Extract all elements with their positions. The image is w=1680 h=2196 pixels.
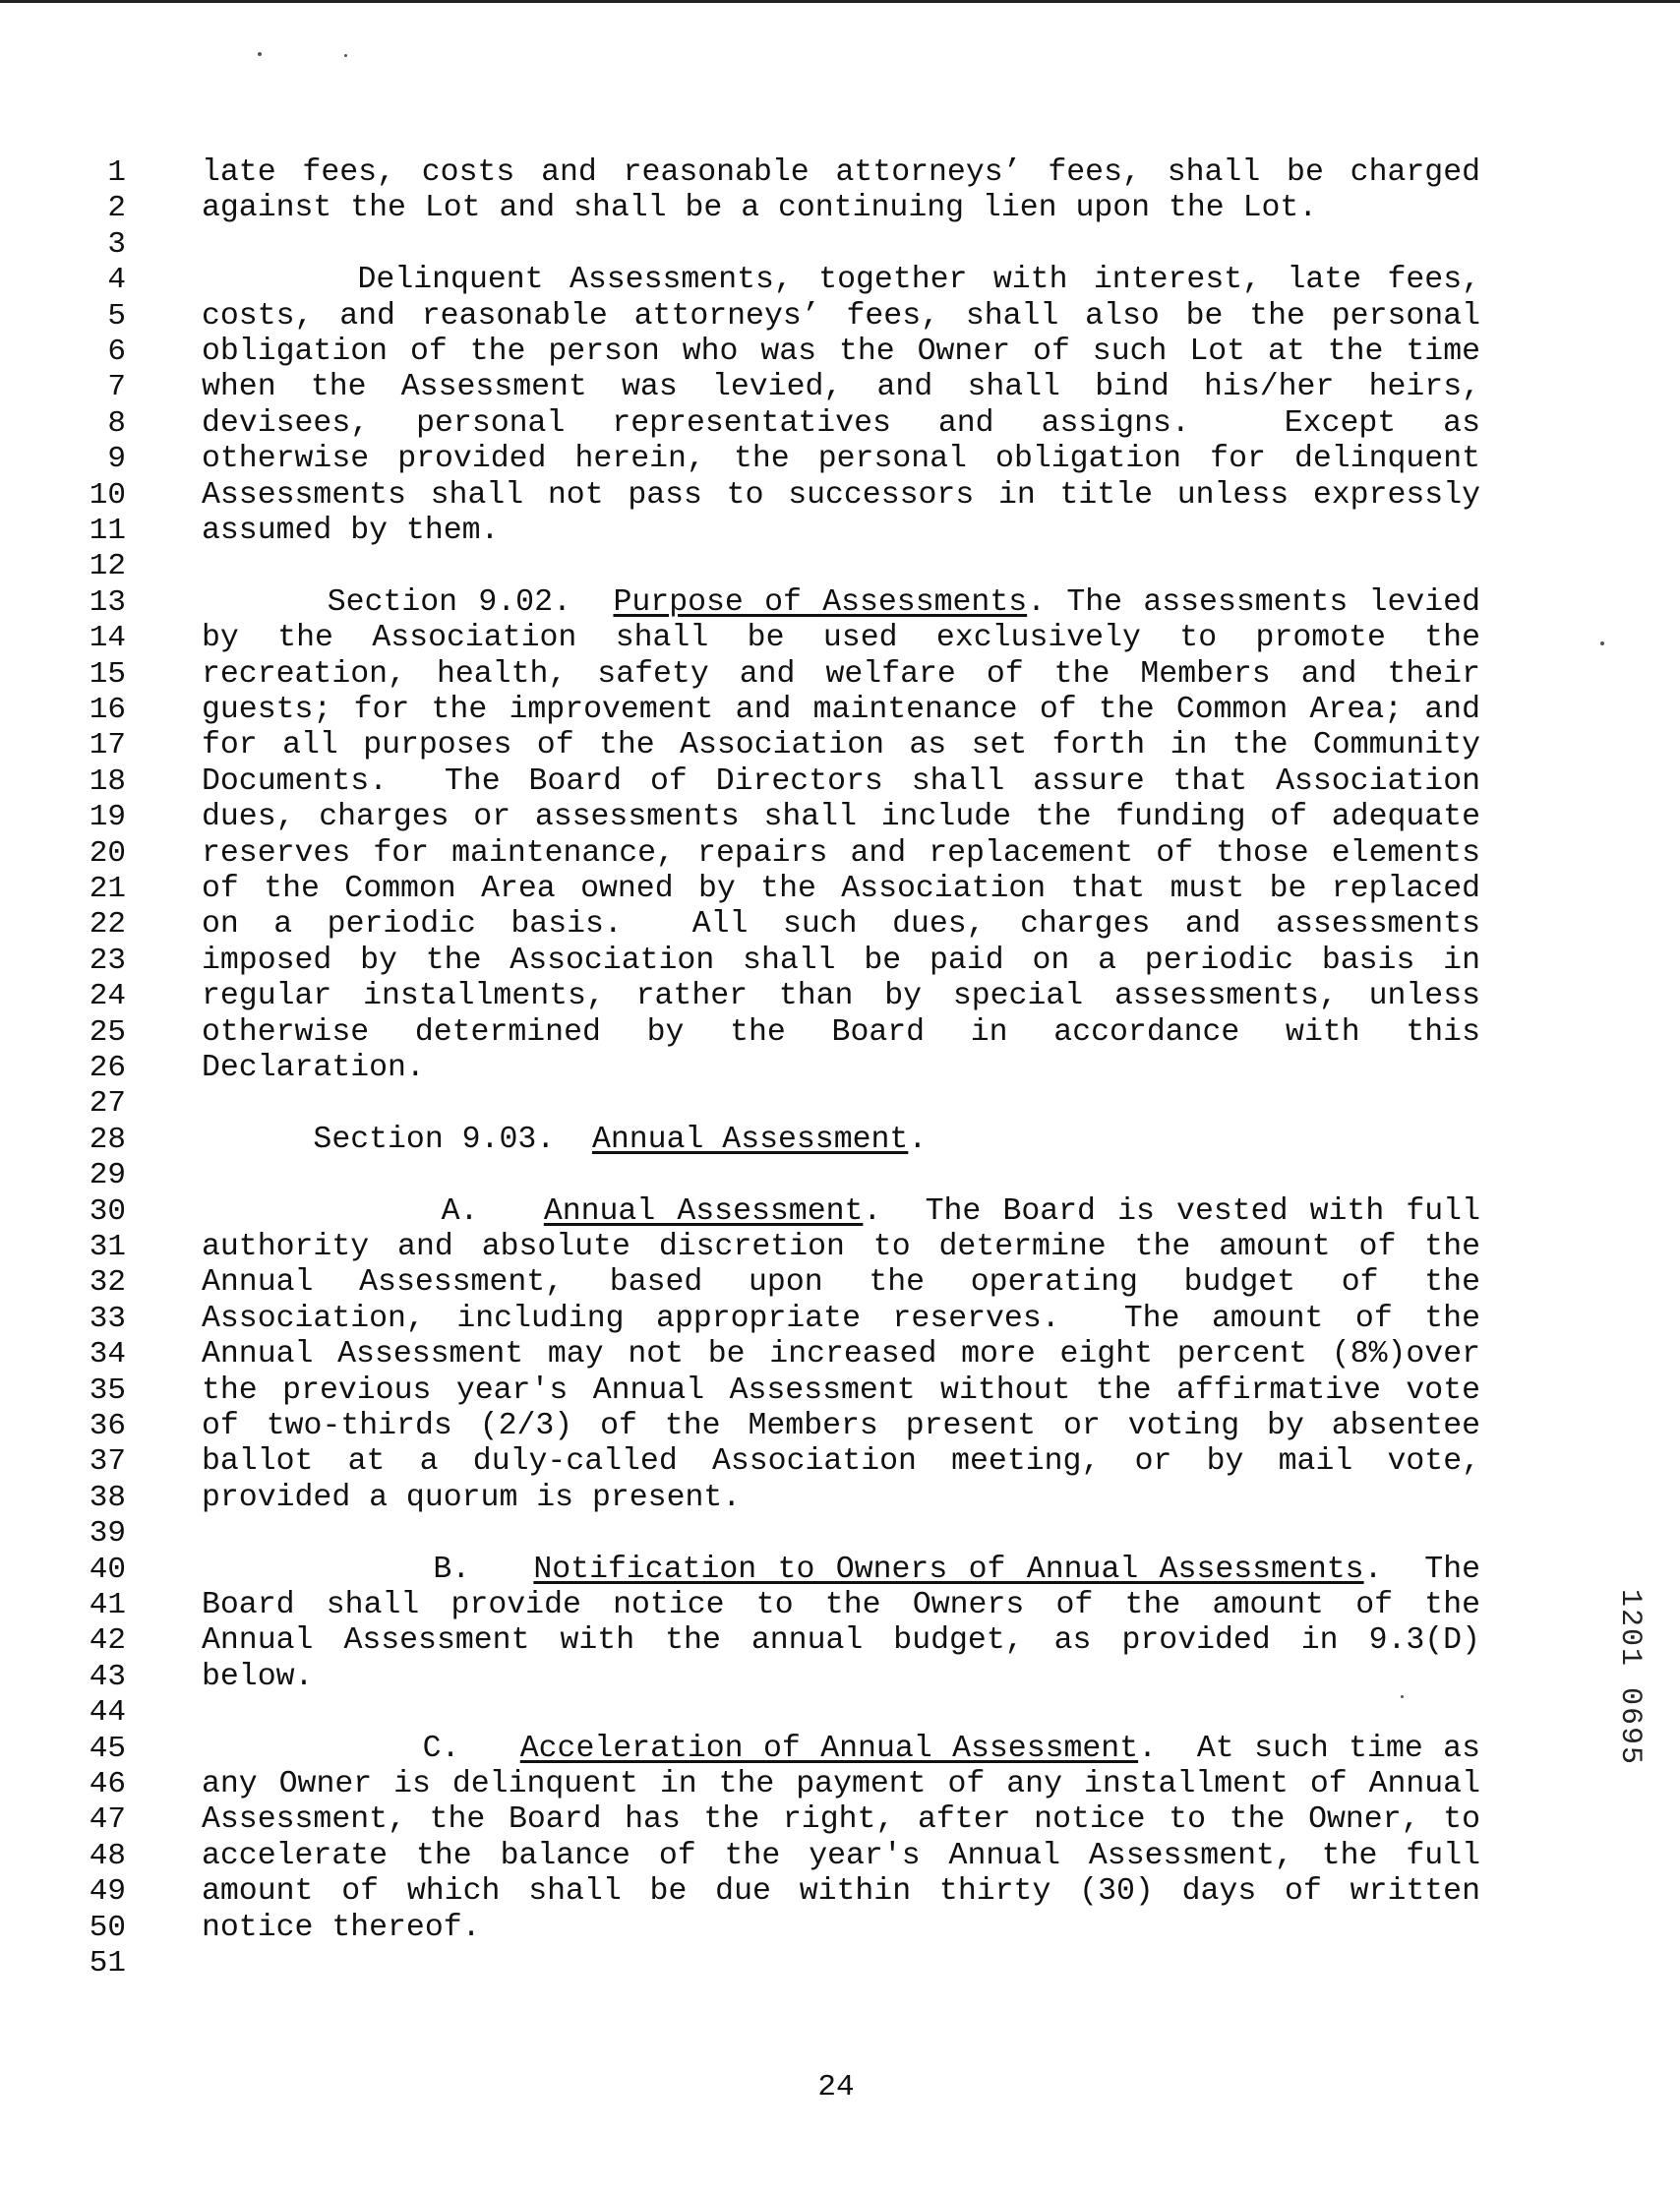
text-segment: . At such time as: [1138, 1731, 1480, 1766]
text-segment: Association, including appropriate reserves. The amount of the: [202, 1301, 1480, 1336]
text-line: [202, 621, 1480, 656]
line-number: 37: [89, 1444, 126, 1480]
text-line: [202, 872, 1480, 907]
line-number: 40: [89, 1552, 126, 1587]
text-segment: Section 9.03.: [202, 1122, 592, 1157]
line-number: 3: [107, 226, 126, 262]
line-number: 46: [89, 1767, 126, 1801]
line-number: 9: [107, 442, 126, 477]
text-line: [202, 1588, 1480, 1623]
line-number: 18: [89, 763, 126, 799]
line-number: 16: [89, 693, 126, 727]
scan-speck: [1600, 641, 1604, 645]
scan-speck: [344, 54, 347, 57]
text-line: [202, 1302, 1480, 1337]
text-segment: Assessments shall not pass to successors in title unless expressly: [202, 477, 1480, 513]
line-number: 21: [89, 872, 126, 906]
text-line: [202, 442, 1480, 477]
text-segment: Annual Assessment, based upon the operating budget of the: [202, 1265, 1480, 1301]
line-number: 26: [89, 1051, 126, 1085]
text-line: [202, 1444, 1480, 1480]
text-segment: reserves for maintenance, repairs and replacement of those elements: [202, 835, 1480, 871]
text-line: [202, 1839, 1480, 1874]
line-number: 44: [89, 1695, 126, 1731]
line-number: 1: [107, 155, 126, 190]
section-heading: Acceleration of Annual Assessment: [519, 1731, 1139, 1766]
text-segment: . The Board is vested with full: [863, 1193, 1480, 1229]
section-heading: Purpose of Assessments: [613, 584, 1028, 620]
text-line: [202, 406, 1480, 442]
text-segment: notice thereof.: [202, 1910, 481, 1945]
line-number: 8: [107, 405, 126, 441]
text-segment: recreation, health, safety and welfare of the Members and their: [202, 656, 1480, 692]
text-line: [202, 1194, 1480, 1230]
top-border-rule: [0, 0, 1680, 3]
line-number: 7: [107, 370, 126, 405]
line-number: 39: [89, 1516, 126, 1552]
line-number: 49: [89, 1874, 126, 1910]
line-number: 36: [89, 1409, 126, 1443]
text-line: [202, 263, 1480, 298]
text-segment: accelerate the balance of the year's Annual Assessment, the full: [202, 1838, 1480, 1873]
section-heading: Annual Assessment: [543, 1193, 864, 1229]
line-number: 22: [89, 907, 126, 943]
text-line: [202, 1767, 1480, 1802]
text-line: [202, 1481, 1480, 1516]
text-segment: Section 9.02.: [202, 584, 614, 620]
text-line: [202, 944, 1480, 979]
text-line: [202, 191, 1480, 226]
text-segment: Annual Assessment may not be increased more eight percent (8%)over: [202, 1337, 1480, 1372]
line-number: 32: [89, 1265, 126, 1301]
text-segment: A.: [202, 1193, 544, 1229]
text-segment: late fees, costs and reasonable attorneys’ fees, shall be charged: [202, 155, 1480, 190]
text-segment: by the Association shall be used exclusively to promote the: [202, 621, 1480, 656]
line-number: 48: [89, 1838, 126, 1873]
text-line: [202, 693, 1480, 728]
text-segment: assumed by them.: [202, 514, 500, 548]
text-segment: Assessment, the Board has the right, after notice to the Owner, to: [202, 1802, 1480, 1838]
text-line: [202, 1553, 1480, 1588]
text-line: [202, 155, 1480, 191]
text-segment: Documents. The Board of Directors shall assure that Association: [202, 763, 1480, 799]
text-line: [202, 478, 1480, 514]
scan-speck: [1401, 1695, 1404, 1698]
text-segment: when the Assessment was levied, and shall bind his/her heirs,: [202, 370, 1480, 405]
text-line: [202, 1874, 1480, 1910]
text-line: [202, 1911, 1480, 1946]
text-segment: for all purposes of the Association as set forth in the Community: [202, 728, 1480, 763]
line-number: 28: [89, 1122, 126, 1157]
text-line: [202, 585, 1480, 621]
text-segment: .: [908, 1122, 928, 1157]
line-number: 4: [107, 263, 126, 298]
line-number: 25: [89, 1014, 126, 1050]
text-line: [202, 1409, 1480, 1444]
line-number: 23: [89, 943, 126, 978]
line-number: 27: [89, 1086, 126, 1122]
line-number: 20: [89, 835, 126, 871]
text-segment: costs, and reasonable attorneys’ fees, shall also be the personal: [202, 298, 1480, 334]
text-line: [202, 1230, 1480, 1265]
line-number: 31: [89, 1230, 126, 1264]
text-line: [202, 335, 1480, 370]
text-line: [202, 370, 1480, 405]
text-segment: guests; for the improvement and maintenance of the Common Area; and: [202, 693, 1480, 727]
text-segment: Annual Assessment with the annual budget, as provided in 9.3(D): [202, 1623, 1480, 1659]
line-number: 51: [89, 1946, 126, 1981]
line-number: 11: [89, 514, 126, 548]
text-line: [202, 514, 1480, 549]
text-line: [202, 836, 1480, 872]
line-number: 38: [89, 1480, 126, 1515]
text-segment: of the Common Area owned by the Association that must be replaced: [202, 872, 1480, 906]
line-number: 24: [89, 979, 126, 1014]
line-number: 42: [89, 1623, 126, 1659]
text-segment: . The: [1363, 1552, 1481, 1587]
line-number: 14: [89, 621, 126, 656]
text-segment: Declaration.: [202, 1051, 425, 1085]
text-line: [202, 1623, 1480, 1659]
text-segment: otherwise determined by the Board in accordance with this: [202, 1014, 1480, 1050]
scan-speck: [258, 52, 262, 56]
text-segment: authority and absolute discretion to determine the amount of the: [202, 1230, 1480, 1264]
text-segment: Delinquent Assessments, together with interest, late fees,: [202, 263, 1480, 298]
line-number: 17: [89, 728, 126, 763]
text-line: [202, 800, 1480, 835]
line-number: 19: [89, 800, 126, 835]
line-number: 50: [89, 1910, 126, 1945]
line-number: 13: [89, 584, 126, 620]
line-number: 45: [89, 1731, 126, 1766]
text-line: [202, 1265, 1480, 1301]
line-number: 43: [89, 1659, 126, 1694]
text-segment: against the Lot and shall be a continuing lien upon the Lot.: [202, 191, 1318, 226]
line-number: 2: [107, 191, 126, 226]
text-line: [202, 1337, 1480, 1372]
text-line: [202, 1732, 1480, 1767]
text-segment: ballot at a duly-called Association meeting, or by mail vote,: [202, 1444, 1480, 1480]
line-number: 30: [89, 1193, 126, 1229]
text-line: [202, 764, 1480, 800]
text-segment: obligation of the person who was the Owner of such Lot at the time: [202, 335, 1480, 369]
text-segment: otherwise provided herein, the personal obligation for delinquent: [202, 442, 1480, 477]
line-number: 15: [89, 656, 126, 692]
text-line: [202, 1051, 1480, 1086]
recording-stamp: 1201 0695: [1613, 1589, 1647, 1767]
text-segment: Board shall provide notice to the Owners of the amount of the: [202, 1588, 1480, 1622]
text-segment: devisees, personal representatives and assigns. Except as: [202, 405, 1480, 441]
section-heading: Notification to Owners of Annual Assessments: [533, 1552, 1364, 1587]
text-segment: below.: [202, 1659, 314, 1694]
line-number: 47: [89, 1802, 126, 1838]
line-number: 33: [89, 1301, 126, 1336]
text-line: [202, 1660, 1480, 1695]
text-line: [202, 907, 1480, 943]
text-segment: amount of which shall be due within thirty (30) days of written: [202, 1874, 1480, 1910]
text-segment: provided a quorum is present.: [202, 1480, 742, 1515]
text-segment: dues, charges or assessments shall include the funding of adequate: [202, 800, 1480, 835]
text-line: [202, 979, 1480, 1014]
text-segment: on a periodic basis. All such dues, charges and assessments: [202, 907, 1480, 943]
text-line: [202, 299, 1480, 335]
line-number: 29: [89, 1158, 126, 1193]
text-segment: any Owner is delinquent in the payment of any installment of Annual: [202, 1767, 1480, 1801]
text-segment: the previous year's Annual Assessment without the affirmative vote: [202, 1372, 1480, 1408]
line-number: 34: [89, 1337, 126, 1372]
text-line: [202, 657, 1480, 693]
text-segment: regular installments, rather than by special assessments, unless: [202, 979, 1480, 1014]
text-line: [202, 1373, 1480, 1409]
line-number: 10: [89, 477, 126, 513]
text-segment: . The assessments levied: [1027, 584, 1480, 620]
line-number: 5: [107, 298, 126, 334]
text-line: [202, 1123, 1480, 1158]
page-number: 24: [817, 2070, 855, 2104]
text-segment: C.: [202, 1731, 520, 1766]
line-number: 41: [89, 1588, 126, 1622]
text-line: [202, 1015, 1480, 1051]
text-segment: B.: [202, 1552, 534, 1587]
text-segment: imposed by the Association shall be paid on a periodic basis in: [202, 943, 1480, 978]
section-heading: Annual Assessment: [591, 1122, 909, 1157]
text-segment: of two-thirds (2/3) of the Members present or voting by absentee: [202, 1409, 1480, 1443]
line-number: 35: [89, 1372, 126, 1408]
text-line: [202, 728, 1480, 763]
text-line: [202, 1802, 1480, 1838]
line-number: 12: [89, 549, 126, 584]
line-number: 6: [107, 335, 126, 369]
